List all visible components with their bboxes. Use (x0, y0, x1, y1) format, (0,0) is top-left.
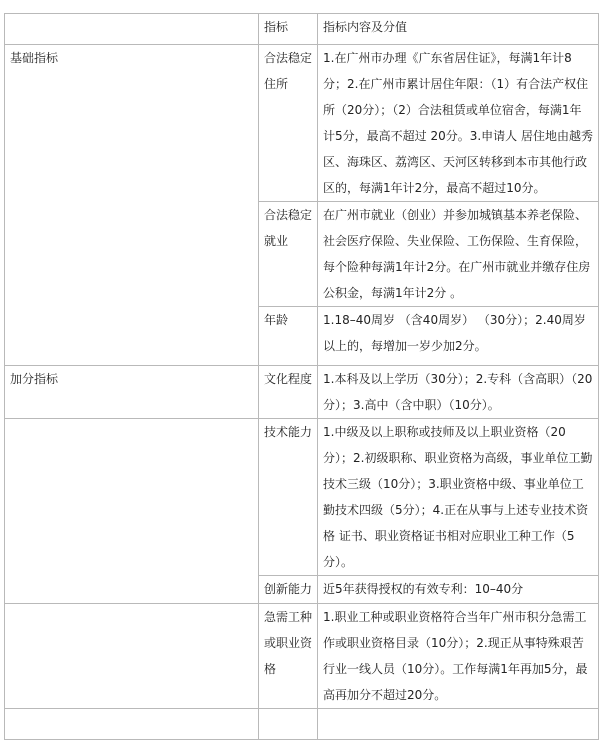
table-row (5, 419, 599, 576)
table-row (5, 366, 599, 419)
table-row (5, 604, 599, 709)
header-cell-indicator: 指标 (259, 14, 318, 45)
table-header-row (5, 14, 599, 45)
content-cell: 1.中级及以上职称或技师及以上职业资格（20分）；2.初级职称、职业资格为高级，事业单位工勤技术三级（10分）；3.职业资格中级、事业单位工勤技术四级（5分）；4.正在从事与上述专业技术资格 证书、职业资格证书相对应职业工种工作（5分）。 (318, 419, 599, 576)
header-cell-blank (5, 14, 259, 45)
table-row-partial (5, 709, 599, 740)
indicator-cell: 创新能力 (259, 576, 318, 604)
content-cell: 1.职业工种或职业资格符合当年广州市积分急需工作或职业资格目录（10分）；2.现正从事特殊艰苦行业一线人员（10分）。工作每满1年再加5分，最高再加分不超过20分。 (318, 604, 599, 709)
content-cell: 1.本科及以上学历（30分）；2.专科（含高职）（20分）；3.高中（含中职）（10分）。 (318, 366, 599, 419)
content-cell: 在广州市就业（创业）并参加城镇基本养老保险、社会医疗保险、失业保险、工伤保险、生育保险，每个险种每满1年计2分。在广州市就业并缴存住房公积金，每满1年计2分 。 (318, 202, 599, 307)
indicator-cell-empty (259, 709, 318, 740)
indicator-cell: 技术能力 (259, 419, 318, 576)
header-cell-content: 指标内容及分值 (318, 14, 599, 45)
indicator-cell: 急需工种或职业资格 (259, 604, 318, 709)
indicator-cell: 合法稳定就业 (259, 202, 318, 307)
content-cell: 1.在广州市办理《广东省居住证》，每满1年计8分；2.在广州市累计居住年限：（1）有合法产权住所（20分）；（2）合法租赁或单位宿舍，每满1年计5分，最高不超过 20分。3.申请人 居住地由越秀区、海珠区、荔湾区、天河区转移到本市其他行政区的，每满1年计2分，最高不超过10分。 (318, 45, 599, 202)
indicator-cell: 文化程度 (259, 366, 318, 419)
content-cell-empty (318, 709, 599, 740)
category-cell-empty (5, 419, 259, 604)
category-cell-empty (5, 604, 259, 709)
table-row (5, 45, 599, 202)
category-cell-empty (5, 709, 259, 740)
points-indicator-table (4, 13, 599, 740)
indicator-cell: 合法稳定住所 (259, 45, 318, 202)
category-basic-indicators: 基础指标 (5, 45, 259, 366)
content-cell: 近5年获得授权的有效专利：10–40分 (318, 576, 599, 604)
category-bonus-indicators: 加分指标 (5, 366, 259, 419)
content-cell: 1.18–40周岁 （含40周岁） （30分）；2.40周岁以上的，每增加一岁少加2分。 (318, 307, 599, 366)
indicator-cell: 年龄 (259, 307, 318, 366)
